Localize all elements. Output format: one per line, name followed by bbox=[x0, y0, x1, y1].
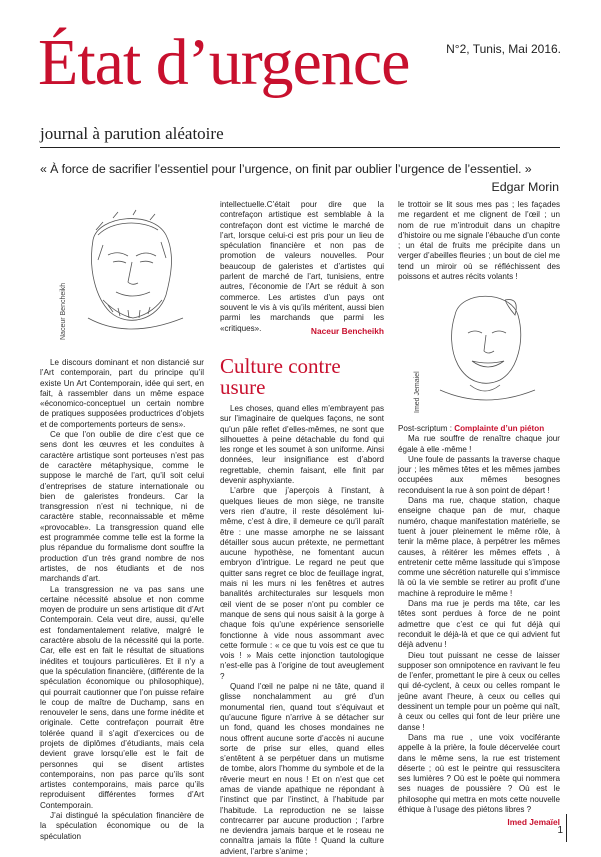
postscript-paragraph: Dans ma rue je perds ma tête, car les têtes sont perdues à force de ne point admettre que c’est ce qui fut déjà qui reconduit le déjà-là et que ce qui advient fut déjà advenu ! bbox=[398, 599, 560, 650]
postscript-column bbox=[398, 424, 560, 828]
postscript-paragraph: Dans ma rue , une voix vociférante appelle à la prière, la foule décervelée court dans le même sens, la rue est tristement déserte ; où est le peintre qui ressuscitera ses lumières ? Où est le poète qui nommera ses nuages de poussière ? Où est le philosophe qui mettra en mots cette nouvelle éthique à l’usage des piétons libres ? bbox=[398, 732, 560, 814]
postscript-title: Complainte d’un piéton bbox=[454, 424, 545, 433]
masthead-subtitle: journal à parution aléatoire bbox=[40, 124, 224, 143]
postscript-paragraph: Dieu tout puissant ne cesse de laisser supposer son omnipotence en ravivant le feu de l’enfer, promettant le pire à ceux ou celles qui dé-cyclent, à ceux ou celles rompant le jeûne avant l’heure, à ceux ou celles qui dessinent un temple pour un poème qui naît, à ceux ou celles qui font de leur prière une danse ! bbox=[398, 650, 560, 732]
article1-paragraph: Ce que l’on oublie de dire c’est que ce sens dont les œuvres et les conduites à caractère artistique sont porteuses n’est pas de caractère métaphysique, comme le suppose le marché de l’art, qu’il soit celui d’entreprises de stature internationale ou bien de galeristes frondeurs. Car la transgression n’est ni technique, ni de caractère stable, reconnaissable et même «provocable». La transgression quand elle est programmée comme telle est la forme la plus répandue du formalisme dont souffre la production d’un très grand nombre de nos artistes, de nos étudiants et de nos marchands d’art. bbox=[40, 430, 204, 584]
portrait-naceur-bencheikh bbox=[58, 200, 198, 345]
postscript-paragraph: Dans ma rue, chaque station, chaque enseigne chaque pan de mur, chaque numéro, chaque manifestation matérielle, se tuent à jouer pleinement le même rôle, à tenir la même place, à perpétrer les mêmes causes, à réitérer les mêmes effets , à entretenir cette même lassitude qui s’impose comme une sécrétion naturelle qui s’immisce là où la vie semble se retirer au profit d’une machine à reproduire le même ! bbox=[398, 496, 560, 598]
portrait-imed-jemaiel bbox=[410, 285, 558, 415]
header-rule bbox=[40, 147, 560, 148]
portrait-2-caption: Imed Jemaiel bbox=[414, 371, 421, 413]
article2-title: Culture contre usure bbox=[220, 354, 341, 399]
article2-paragraph: Quand l’œil ne palpe ni ne tâte, quand il glisse nonchalamment au gré d’un monumental rien, quand tout s’équivaut et qu’aucune figure n’arrive à se détacher sur un fond, quand les choses mondaines ne nous offrent aucune sorte d’accès ni aucune sorte de prise sur elles, quand elles s’entêtent à se perpétuer dans un mutisme de tombe, alors l’homme du symbole et de la rêverie meurt en nous ! Et on n’est que cet amas de viande apathique ne répondant à l’instinct que par l’instinct, à l’habitude par l’habitude. La reproduction ne se laisse contrecarrer par aucune production ; l’arbre ne deviendra jamais barque et le roseau ne connaîtra jamais la flûte ! Quand la culture advient, l’arbre s’anime ; bbox=[220, 682, 384, 856]
article2-paragraph: L’arbre que j’aperçois à l’instant, à quelques lieues de mon siège, ne transite vers rien d’autre, il reste désolément lui-même, c’est à dire, il demeure ce qu’il paraît être : une masse amorphe ne se laissant détailler sous aucun prétexte, ne permettant aucune hypothèse, ne fomentant aucun embryon d’intrigue. Le regard ne peut que quitter sans regret ce bloc de feuillage ingrat, mais ni les murs ni les fenêtres et autres banalités architecturales sur lesquels mon œil vient de se poser n’ont pu combler ce manque de sens qui nous saisit à la gorge à chaque fois qu’une expérience sensorielle fonctionne à vide nous assommant avec cette formule : « ce que tu vois est ce que tu vois ! » Mais cette injonction tautologique n’est-elle pas à l’origine de tout aveuglement ? bbox=[220, 486, 384, 681]
article1-paragraph: La transgression ne va pas sans une certaine nécessité absolue et non comme moyen de produire un sens artistique dit d’Art Contemporain. Cela veut dire, aussi, qu’elle est fondamentalement relative, malgré le caractère absolu de la nécessité qui la porte. Car, elle est en fait le résultat de situations inédites et toujours particulières. Et il n’y a que la spéculation financière, (différente de la spéculation économique ou philosophique), qui pourrait cautionner que l’on puisse refaire le coup de maître de Duchamp, sans en renouveler le sens, dans une forme inédite et originale. Cette contrefaçon pourrait être tolérée quand il s’agit d’exercices ou de projets de diplômes d’étudiants, mais cela devient grave lorsqu’elle est le fait de personnes qui se disent artistes contemporains, non pas parce qu’ils sont artistes contemporains, mais parce qu’ils reproduisent différentes formes d’Art Contemporain. bbox=[40, 584, 204, 810]
epigraph-text: « À force de sacrifier l’essentiel pour l’urgence, on finit par oublier l’urgence de l’essentiel. » bbox=[40, 162, 532, 176]
article1-left-column bbox=[40, 358, 204, 842]
article2-paragraph: le trottoir se lit sous mes pas ; les façades me regardent et me clignent de l’œil ; un nom de rue m’introduit dans un chapitre d’histoire ou me signale l’ébauche d’un conte ; un étal de fruits me précipite dans un verger d’abeilles fleuries ; un bout de ciel me tend un miroir où se réfléchissent des poissons et autres récits volants ! bbox=[398, 200, 560, 282]
article2-column bbox=[220, 404, 384, 857]
postscript-paragraph: Une foule de passants la traverse chaque jour ; les mêmes têtes et les mêmes jambes occupées aux mêmes besognes reconduisent la rue à son point de départ ! bbox=[398, 454, 560, 495]
article1-signature: Naceur Bencheikh bbox=[310, 326, 384, 336]
article2-right-column bbox=[398, 200, 560, 282]
postscript-signature: Imed Jemaïel bbox=[507, 817, 560, 828]
postscript-heading bbox=[398, 424, 560, 434]
article1-paragraph: Le discours dominant et non distancié sur l’Art contemporain, part du principe qu’il existe Un Art Contemporain, idée qui sert, en fait, à rassembler dans un même espace «économico-conceptuel un certain nombre de pratiques supposées productrices d’objets et de comportements porteurs de sens». bbox=[40, 358, 204, 429]
article1-paragraph: J’ai distingué la spéculation financière de la spéculation économique ou de la spéculation bbox=[40, 811, 204, 841]
article2-paragraph: Les choses, quand elles m’embrayent pas sur l’imaginaire de quelques façons, ne sont qu’un pâle reflet d’elles-mêmes, ne sont que silhouettes à peine détachable du fond qui les ronge et les soumet à son uniforme. Ainsi données, leur insignifiance est d’abord regrettable, chemin faisant, elle finit par devenir asphyxiante. bbox=[220, 404, 384, 486]
sketch-portrait-2 bbox=[410, 285, 558, 415]
sketch-portrait-1 bbox=[58, 200, 198, 345]
article1-paragraph: intellectuelle.C’était pour dire que la contrefaçon artistique est semblable à la contrefaçon dont est victime le marché de l’art, lorsque celui-ci est pris pour un lieu de spéculation financière et non pas de promotion de valeurs nouvelles. Pour beaucoup de galeristes et d’artistes qui parlent de marché de l’art, tunisiens, entre autres, l’économie de l’Art se réduit à son commerce. Les artistes d’un pays ont souvent le vis à vis qu’ils méritent, aussi bien parmi les marchands que parmi les «critiques». bbox=[220, 200, 384, 333]
issue-info: N°2, Tunis, Mai 2016. bbox=[446, 42, 561, 56]
article1-middle-column bbox=[220, 200, 384, 334]
masthead-title: État d’urgence bbox=[38, 26, 410, 99]
page-number-rule bbox=[566, 814, 567, 842]
portrait-1-caption: Naceur Bencheikh bbox=[60, 282, 67, 340]
page-number: 1 bbox=[557, 825, 563, 836]
postscript-label: Post-scriptum : bbox=[398, 424, 455, 433]
epigraph-author: Edgar Morin bbox=[491, 180, 559, 194]
postscript-paragraph: Ma rue souffre de renaître chaque jour égale à elle -même ! bbox=[398, 434, 560, 454]
